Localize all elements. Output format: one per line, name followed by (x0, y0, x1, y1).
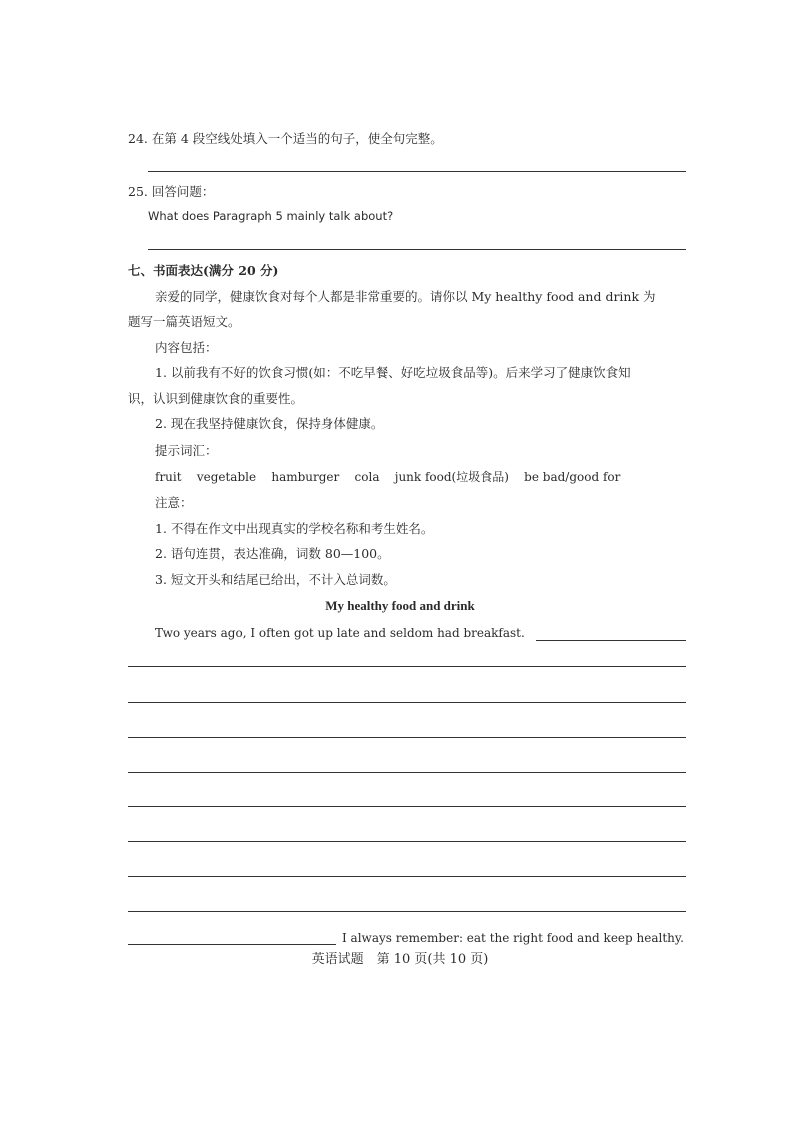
note-item-2: 2. 语句连贯，表达准确，词数 80—100。 (155, 546, 390, 561)
hint-label: 提示词汇： (155, 443, 218, 458)
content-item-1b: 识，认识到健康饮食的重要性。 (128, 391, 304, 406)
question-25: 25. 回答问题： (128, 184, 215, 199)
writing-line-6[interactable] (128, 841, 686, 842)
essay-first-line[interactable] (536, 640, 686, 641)
answer-line-25[interactable] (148, 249, 686, 250)
writing-line-1[interactable] (128, 666, 686, 667)
content-label: 内容包括： (155, 340, 218, 355)
note-label: 注意： (155, 495, 193, 510)
answer-line-24[interactable] (148, 171, 686, 172)
note-item-3: 3. 短文开头和结尾已给出，不计入总词数。 (155, 572, 396, 587)
question-25-text: What does Paragraph 5 mainly talk about? (148, 209, 394, 223)
essay-title: My healthy food and drink (325, 598, 475, 613)
content-item-2: 2. 现在我坚持健康饮食，保持身体健康。 (155, 416, 384, 431)
writing-line-2[interactable] (128, 702, 686, 703)
section-7-intro-2: 题写一篇英语短文。 (128, 314, 241, 329)
essay-start: Two years ago, I often got up late and seldom had breakfast. (155, 626, 525, 640)
section-7-heading: 七、书面表达(满分 20 分) (128, 263, 279, 278)
essay-last-line[interactable] (128, 944, 336, 945)
note-item-1: 1. 不得在作文中出现真实的学校名称和考生姓名。 (155, 521, 434, 536)
writing-line-5[interactable] (128, 806, 686, 807)
writing-line-3[interactable] (128, 737, 686, 738)
hint-words: fruit vegetable hamburger cola junk food(垃圾食品) be bad/good for (155, 470, 621, 484)
content-item-1a: 1. 以前我有不好的饮食习惯(如：不吃早餐、好吃垃圾食品等)。后来学习了健康饮食知 (155, 365, 631, 380)
writing-line-7[interactable] (128, 876, 686, 877)
writing-line-4[interactable] (128, 772, 686, 773)
essay-end: I always remember: eat the right food and keep healthy. (342, 931, 684, 945)
page-footer: 英语试题 第 10 页(共 10 页) (311, 952, 489, 967)
section-7-intro-1: 亲爱的同学，健康饮食对每个人都是非常重要的。请你以 My healthy food and drink 为 (155, 289, 656, 304)
writing-line-8[interactable] (128, 911, 686, 912)
question-24: 24. 在第 4 段空线处填入一个适当的句子，使全句完整。 (128, 131, 443, 146)
